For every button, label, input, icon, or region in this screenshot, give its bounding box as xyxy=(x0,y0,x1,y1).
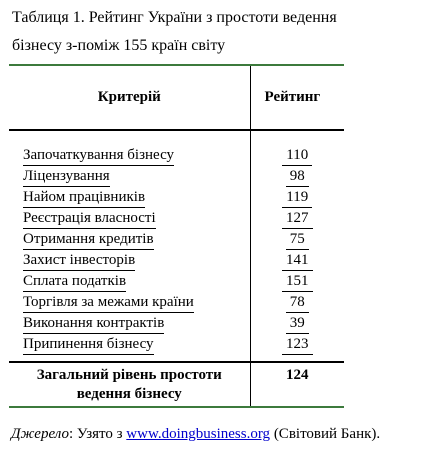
table-row xyxy=(9,145,344,166)
table-row xyxy=(9,250,344,271)
row-criterion: Реєстрація власності xyxy=(23,209,156,229)
table-row xyxy=(9,313,344,334)
row-rating: 110 xyxy=(282,146,312,166)
row-criterion: Захист інвесторів xyxy=(23,251,135,271)
table-row xyxy=(9,166,344,187)
caption-line-2: бізнесу з-поміж 155 країн світу xyxy=(12,37,226,54)
row-rating: 119 xyxy=(282,188,312,208)
source-link[interactable]: www.doingbusiness.org xyxy=(126,426,271,442)
row-criterion: Сплата податків xyxy=(23,272,126,292)
total-label-line-1: Загальний рівень простоти xyxy=(36,367,222,383)
table-row xyxy=(9,187,344,208)
header-criterion: Критерій xyxy=(9,65,250,130)
row-criterion: Отримання кредитів xyxy=(23,230,154,250)
source-label: Джерело xyxy=(11,426,69,442)
total-label-line-2: ведення бізнесу xyxy=(76,386,182,402)
row-rating: 75 xyxy=(286,230,309,250)
source-note xyxy=(11,424,421,444)
table-row xyxy=(9,208,344,229)
row-criterion: Виконання контрактів xyxy=(23,314,164,334)
table-row xyxy=(9,229,344,250)
row-criterion: Ліцензування xyxy=(23,167,110,187)
row-criterion: Припинення бізнесу xyxy=(23,335,154,355)
row-rating: 127 xyxy=(282,209,313,229)
header-rating: Рейтинг xyxy=(250,65,344,130)
row-rating: 78 xyxy=(286,293,309,313)
table-row xyxy=(9,271,344,292)
row-rating: 98 xyxy=(286,167,309,187)
row-rating: 151 xyxy=(282,272,313,292)
table-row xyxy=(9,334,344,362)
row-criterion: Започаткування бізнесу xyxy=(23,146,174,166)
header-row xyxy=(9,65,344,130)
row-rating: 141 xyxy=(282,251,313,271)
ranking-table xyxy=(9,64,344,408)
total-row xyxy=(9,362,344,407)
source-prefix: : Узято з xyxy=(68,426,127,442)
row-rating: 39 xyxy=(286,314,309,334)
total-rating: 124 xyxy=(250,362,344,407)
caption-line-1: Таблиця 1. Рейтинг України з простоти ведення xyxy=(12,9,337,26)
source-suffix: (Світовий Банк). xyxy=(270,426,381,442)
table-caption xyxy=(12,4,412,60)
total-criterion xyxy=(9,362,250,407)
row-criterion: Найом працівників xyxy=(23,188,145,208)
table-row xyxy=(9,292,344,313)
row-rating: 123 xyxy=(282,335,313,355)
row-criterion: Торгівля за межами країни xyxy=(23,293,194,313)
